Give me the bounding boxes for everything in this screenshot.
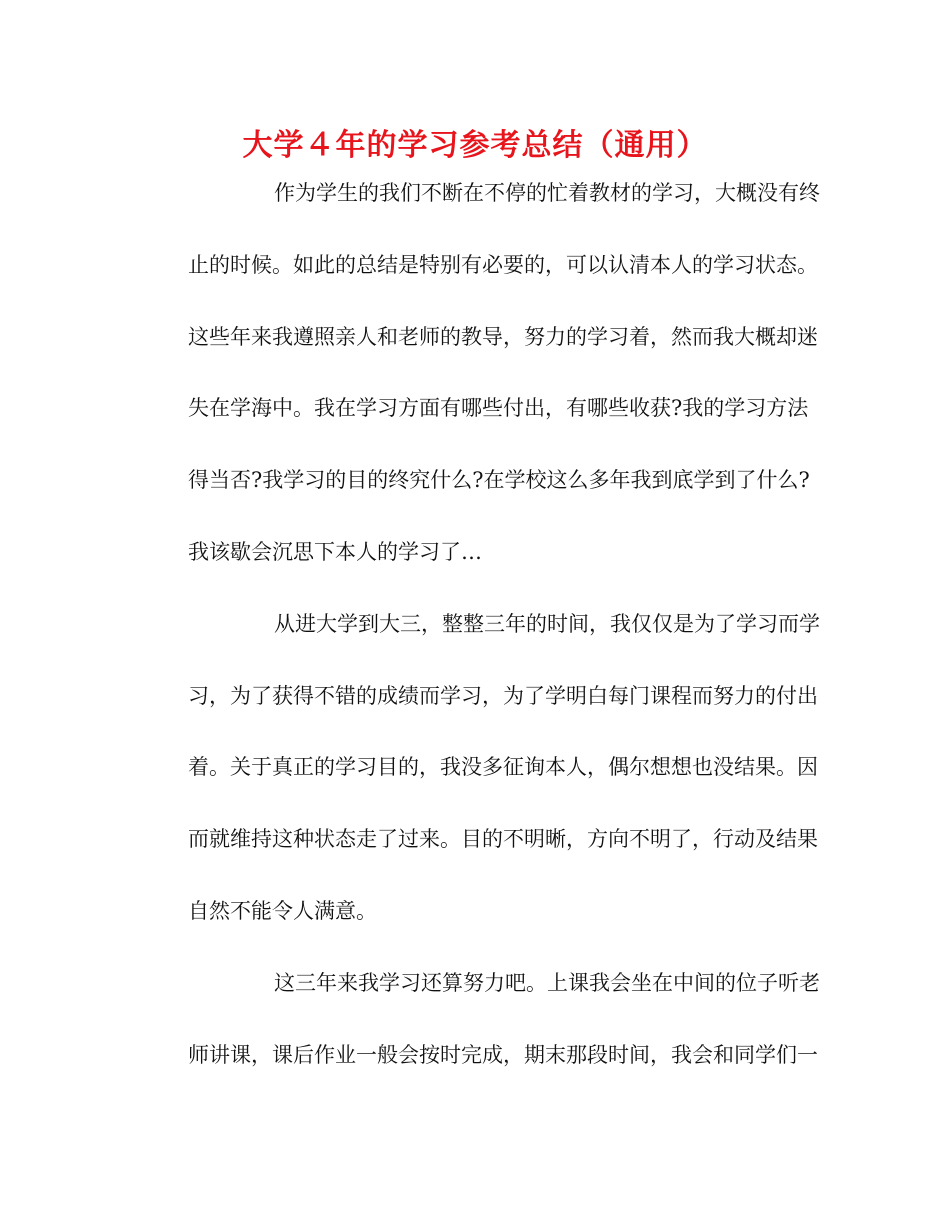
document-body	[146, 176, 820, 1109]
paragraph-line: 作为学生的我们不断在不停的忙着教材的学习，大概没有终	[274, 181, 820, 205]
paragraph-line: 从进大学到大三，整整三年的时间，我仅仅是为了学习而学	[274, 611, 820, 636]
paragraph-line: 师讲课，课后作业一般会按时完成，期末那段时间，我会和同学们一	[188, 1042, 818, 1067]
paragraph-line: 这三年来我学习还算努力吧。上课我会坐在中间的位子听老	[274, 970, 820, 995]
paragraph-2	[146, 607, 820, 928]
paragraph-line: 我该歇会沉思下本人的学习了…	[188, 539, 482, 564]
paragraph-line: 而就维持这种状态走了过来。目的不明晰，方向不明了，行动及结果	[188, 827, 818, 852]
paragraph-line: 着。关于真正的学习目的，我没多征询本人，偶尔想想也没结果。因	[188, 755, 818, 780]
paragraph-line: 自然不能令人满意。	[188, 898, 377, 923]
paragraph-line: 止的时候。如此的总结是特别有必要的，可以认清本人的学习状态。	[188, 252, 818, 277]
paragraph-line: 失在学海中。我在学习方面有哪些付出，有哪些收获?我的学习方法	[188, 396, 809, 421]
paragraph-line: 得当否?我学习的目的终究什么?在学校这么多年我到底学到了什么?	[188, 468, 810, 493]
paragraph-3	[146, 966, 820, 1072]
paragraph-line: 习，为了获得不错的成绩而学习，为了学明白每门课程而努力的付出	[188, 683, 818, 708]
document-title: 大学４年的学习参考总结（通用）	[242, 128, 708, 163]
paragraph-line: 这些年来我遵照亲人和老师的教导，努力的学习着，然而我大概却迷	[188, 324, 818, 349]
paragraph-1	[146, 176, 820, 569]
